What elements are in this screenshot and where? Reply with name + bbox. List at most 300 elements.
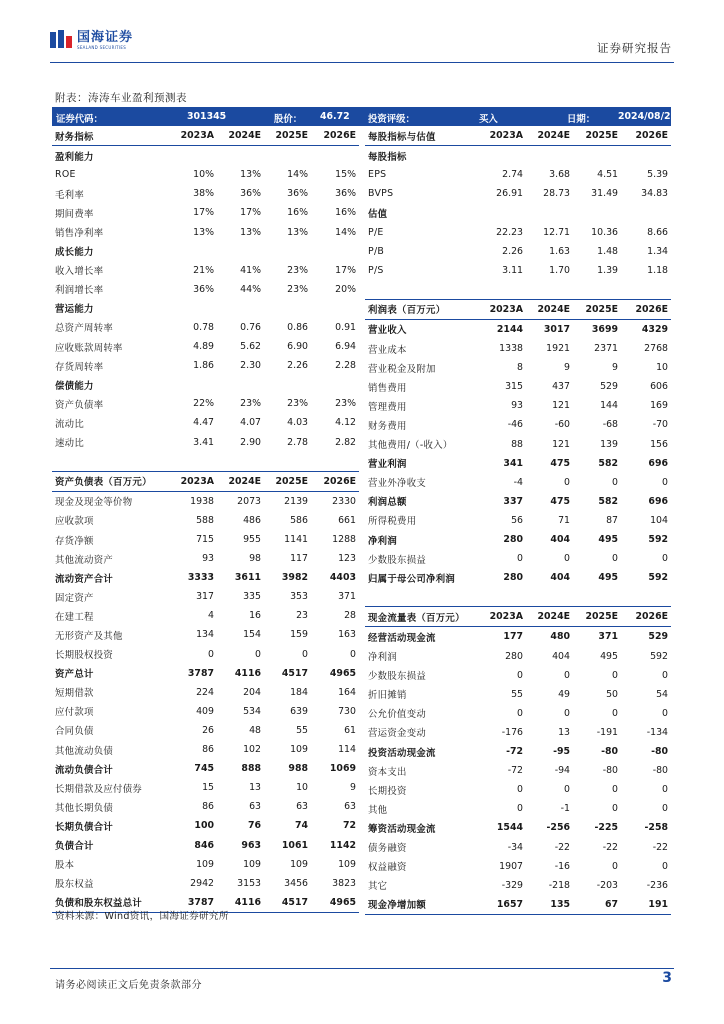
cell-value: -134 xyxy=(646,726,668,738)
cell-value: 10 xyxy=(656,362,668,374)
cell-value: 2024E xyxy=(526,607,573,627)
cell-value: 224 xyxy=(196,686,214,698)
cell-value: 2.30 xyxy=(240,360,261,372)
cell-value: 4.07 xyxy=(240,417,261,429)
cell-value: 22% xyxy=(193,398,214,410)
cell-value: 28.73 xyxy=(543,188,570,200)
cell-value: 3017 xyxy=(543,323,570,335)
cell-value: 4403 xyxy=(329,572,356,584)
table-row xyxy=(365,568,671,587)
cell-value: 63 xyxy=(296,801,308,813)
cell-value: 6.94 xyxy=(335,341,356,353)
cell-value: 2023A xyxy=(173,471,217,491)
section-title-row xyxy=(52,146,359,166)
cell-value: 3787 xyxy=(187,667,214,679)
cell-value: 76 xyxy=(247,820,261,832)
cell-value xyxy=(526,280,573,300)
table-row xyxy=(365,319,671,339)
cell-value: -236 xyxy=(646,879,668,891)
cell-value: 9 xyxy=(612,362,618,374)
cell-value: 592 xyxy=(648,534,668,546)
cell-value: 23% xyxy=(287,398,308,410)
cell-value: 2023A xyxy=(173,126,217,146)
cell-value: 121 xyxy=(552,400,570,412)
cell-value: -68 xyxy=(602,419,618,431)
cell-value: 371 xyxy=(598,631,618,643)
row-label: 管理费用 xyxy=(368,401,407,413)
cell-value: 3611 xyxy=(234,572,261,584)
cell-value: 3823 xyxy=(332,877,356,889)
row-label: 应收账款周转率 xyxy=(55,342,123,354)
cell-value: 121 xyxy=(552,438,570,450)
row-label: 估值 xyxy=(368,208,388,220)
cell-value: 63 xyxy=(249,801,261,813)
row-label: 营业利润 xyxy=(368,459,407,471)
cell-value: 164 xyxy=(338,686,356,698)
table-row xyxy=(52,394,359,413)
stock-price-value: 46.72 xyxy=(320,111,350,122)
cell-value: 1069 xyxy=(329,763,356,775)
table-row xyxy=(365,492,671,511)
cell-value: 0 xyxy=(612,803,618,815)
rating-label: 投资评级： xyxy=(368,114,415,125)
row-label: 合同负债 xyxy=(55,726,94,738)
row-label: 财务指标 xyxy=(52,126,173,146)
row-label: 营业外净收支 xyxy=(368,478,427,490)
cell-value xyxy=(311,375,359,394)
cell-value: 10.36 xyxy=(591,226,618,238)
row-label: 所得税费用 xyxy=(368,516,417,528)
cell-value: 4517 xyxy=(264,893,311,913)
table-row xyxy=(52,645,359,664)
table-row xyxy=(52,280,359,299)
cell-value: 0 xyxy=(662,669,668,681)
row-label: 净利润 xyxy=(368,535,398,547)
row-label: 其他流动负债 xyxy=(55,745,114,757)
cell-value: 1.34 xyxy=(647,245,668,257)
cell-value: 23 xyxy=(296,610,308,622)
cell-value xyxy=(217,299,264,318)
cell-value: 963 xyxy=(241,839,261,851)
row-label: 固定资产 xyxy=(55,592,94,604)
cell-value: 26.91 xyxy=(496,188,523,200)
cell-value: 93 xyxy=(202,553,214,565)
row-label: 资产负债率 xyxy=(55,399,104,411)
table-row xyxy=(52,452,359,472)
row-label: 每股指标 xyxy=(368,151,407,163)
cell-value: 0 xyxy=(517,707,523,719)
cell-value xyxy=(173,146,217,166)
cell-value: 2025E xyxy=(264,471,311,491)
cell-value: 36% xyxy=(335,188,356,200)
row-label: 资产负债表（百万元） xyxy=(52,471,173,491)
row-label: 权益融资 xyxy=(368,862,407,874)
table-row xyxy=(365,435,671,454)
cell-value: 988 xyxy=(288,763,308,775)
cell-value: 2026E xyxy=(621,126,671,146)
cell-value: 475 xyxy=(550,495,570,507)
cell-value: 715 xyxy=(196,534,214,546)
rating-value: 买入 xyxy=(479,114,498,125)
row-label: 流动资产合计 xyxy=(55,573,114,585)
cell-value: 1.18 xyxy=(647,264,668,276)
cell-value: 6.90 xyxy=(287,341,308,353)
cell-value xyxy=(264,299,311,318)
cell-value: 529 xyxy=(648,631,668,643)
table-row xyxy=(365,396,671,415)
section-title-row xyxy=(52,375,359,394)
cell-value: 2.74 xyxy=(502,169,523,181)
table-row xyxy=(365,761,671,780)
cell-value: 88 xyxy=(511,438,523,450)
cell-value: 72 xyxy=(342,820,356,832)
cell-value: 0 xyxy=(208,648,214,660)
table-row xyxy=(365,454,671,473)
cell-value: 2073 xyxy=(237,495,261,507)
cell-value: 191 xyxy=(621,895,671,915)
cell-value: 4 xyxy=(208,610,214,622)
row-label: 资本支出 xyxy=(368,766,407,778)
table-row xyxy=(365,473,671,492)
table-row xyxy=(52,816,359,835)
row-label: 少数股东损益 xyxy=(368,554,427,566)
cell-value: 337 xyxy=(503,495,523,507)
cell-value: 100 xyxy=(194,820,214,832)
cell-value: 50 xyxy=(606,688,618,700)
cell-value: 0 xyxy=(564,707,570,719)
financial-indicators-balance-sheet-table xyxy=(52,126,359,913)
table-row xyxy=(365,666,671,685)
cell-value: 661 xyxy=(338,514,356,526)
cell-value: 1657 xyxy=(479,895,526,915)
cell-value: -256 xyxy=(546,822,570,834)
table-row xyxy=(365,780,671,799)
row-label: EPS xyxy=(368,169,387,181)
cell-value: 4116 xyxy=(234,667,261,679)
row-label: 少数股东损益 xyxy=(368,671,427,683)
table-row xyxy=(365,242,671,261)
cell-value: 2.78 xyxy=(287,436,308,448)
cell-value: 177 xyxy=(503,631,523,643)
cell-value: 63 xyxy=(344,801,356,813)
cell-value: 371 xyxy=(338,591,356,603)
cell-value xyxy=(217,452,264,472)
table-row xyxy=(365,415,671,434)
cell-value: 144 xyxy=(600,400,618,412)
table-row xyxy=(365,511,671,530)
cell-value: 475 xyxy=(550,457,570,469)
cell-value: 38% xyxy=(193,188,214,200)
table-row xyxy=(52,318,359,337)
cell-value: -34 xyxy=(507,841,523,853)
cell-value: 71 xyxy=(558,514,570,526)
cell-value: 102 xyxy=(243,744,261,756)
cell-value: 2.90 xyxy=(240,436,261,448)
cell-value: -258 xyxy=(644,822,668,834)
cell-value: 1544 xyxy=(496,822,523,834)
cell-value: 2942 xyxy=(190,877,214,889)
row-label: 现金流量表（百万元） xyxy=(365,607,479,627)
cell-value: -60 xyxy=(554,419,570,431)
right-table-container xyxy=(365,126,671,915)
cell-value xyxy=(264,452,311,472)
cell-value: 1.86 xyxy=(193,360,214,372)
cell-value: 588 xyxy=(196,514,214,526)
cell-value: 0 xyxy=(517,784,523,796)
cell-value: 1.48 xyxy=(597,245,618,257)
cell-value: 404 xyxy=(552,650,570,662)
cell-value xyxy=(264,375,311,394)
row-label: 负债和股东权益总计 xyxy=(52,893,173,913)
cell-value: 335 xyxy=(243,591,261,603)
row-label: 其他长期负债 xyxy=(55,802,114,814)
cell-value: -94 xyxy=(554,765,570,777)
cell-value: 36% xyxy=(193,283,214,295)
row-label: 无形资产及其他 xyxy=(55,630,123,642)
table-row xyxy=(365,857,671,876)
row-label: P/S xyxy=(368,264,384,276)
cell-value: 9 xyxy=(564,362,570,374)
logo-icon xyxy=(50,30,72,50)
cell-value: 8 xyxy=(517,362,523,374)
cell-value: 28 xyxy=(344,610,356,622)
cell-value: -80 xyxy=(602,765,618,777)
stock-info-band xyxy=(52,107,678,126)
section-title-row xyxy=(52,242,359,261)
cell-value: 1061 xyxy=(281,839,308,851)
cell-value: 4.89 xyxy=(193,341,214,353)
cell-value: 404 xyxy=(550,534,570,546)
cell-value: -80 xyxy=(652,765,668,777)
row-label: P/E xyxy=(368,226,384,238)
table-row xyxy=(52,721,359,740)
page-header xyxy=(0,0,724,64)
cell-value: 2330 xyxy=(332,495,356,507)
cell-value: 280 xyxy=(503,572,523,584)
cell-value: -225 xyxy=(594,822,618,834)
cell-value: 56 xyxy=(511,514,523,526)
cell-value: 5.39 xyxy=(647,169,668,181)
cell-value xyxy=(621,146,671,166)
cell-value: 4965 xyxy=(329,667,356,679)
cell-value: 0 xyxy=(662,784,668,796)
cell-value: -176 xyxy=(501,726,523,738)
table-row xyxy=(52,530,359,549)
cell-value: 55 xyxy=(296,724,308,736)
cell-value: 109 xyxy=(243,858,261,870)
cell-value: 134 xyxy=(196,629,214,641)
cell-value: 109 xyxy=(338,858,356,870)
cell-value: 4.47 xyxy=(193,417,214,429)
cell-value: 745 xyxy=(194,763,214,775)
cell-value: 280 xyxy=(503,534,523,546)
cell-value: 86 xyxy=(202,744,214,756)
cell-value xyxy=(479,203,526,222)
cell-value: 582 xyxy=(598,495,618,507)
table-row xyxy=(52,625,359,644)
cell-value: 3982 xyxy=(281,572,308,584)
cell-value xyxy=(217,375,264,394)
cell-value: 2025E xyxy=(264,126,311,146)
cell-value xyxy=(311,146,359,166)
row-label: 长期股权投资 xyxy=(55,650,114,662)
cell-value xyxy=(621,203,671,222)
row-label: 财务费用 xyxy=(368,420,407,432)
cell-value: 2.28 xyxy=(335,360,356,372)
cell-value: 495 xyxy=(600,650,618,662)
cell-value: 22.23 xyxy=(496,226,523,238)
cell-value: 154 xyxy=(243,629,261,641)
table-row xyxy=(365,647,671,666)
cell-value: 1338 xyxy=(499,343,523,355)
cell-value: 0 xyxy=(662,707,668,719)
cell-value: 409 xyxy=(196,705,214,717)
cell-value: 8.66 xyxy=(647,226,668,238)
cell-value: 10 xyxy=(296,782,308,794)
table-row xyxy=(52,740,359,759)
row-label: 其他流动资产 xyxy=(55,554,114,566)
cell-value: 2.26 xyxy=(502,245,523,257)
cell-value: 3699 xyxy=(591,323,618,335)
table-row xyxy=(52,184,359,203)
row-label: 销售费用 xyxy=(368,382,407,394)
table-row xyxy=(52,797,359,816)
cell-value xyxy=(526,203,573,222)
stock-code-label: 证券代码： xyxy=(56,114,103,125)
cell-value: 0 xyxy=(255,648,261,660)
row-label: 其他 xyxy=(368,804,388,816)
cell-value: -70 xyxy=(652,419,668,431)
cell-value: 3333 xyxy=(187,572,214,584)
cell-value: 13 xyxy=(558,726,570,738)
row-label: 归属于母公司净利润 xyxy=(368,573,456,585)
cell-value: 17% xyxy=(193,207,214,219)
cell-value: 4.03 xyxy=(287,417,308,429)
cell-value: 139 xyxy=(600,438,618,450)
cell-value: 0 xyxy=(517,553,523,565)
cell-value xyxy=(573,280,621,300)
cell-value: -16 xyxy=(554,860,570,872)
table-row xyxy=(52,835,359,854)
footer-divider xyxy=(50,968,674,969)
cell-value xyxy=(173,299,217,318)
cell-value: 0 xyxy=(564,784,570,796)
cell-value: 2144 xyxy=(496,323,523,335)
cell-value: -80 xyxy=(601,746,618,758)
cell-value xyxy=(311,299,359,318)
table-row xyxy=(365,358,671,377)
cell-value: 0 xyxy=(350,648,356,660)
table-header-row xyxy=(365,126,671,146)
cell-value: 437 xyxy=(552,381,570,393)
cell-value: 353 xyxy=(290,591,308,603)
cell-value: 16% xyxy=(287,207,308,219)
cell-value: 44% xyxy=(240,283,261,295)
cell-value: 0.78 xyxy=(193,321,214,333)
cell-value: 3.41 xyxy=(193,436,214,448)
cell-value: 159 xyxy=(290,629,308,641)
table-row xyxy=(52,702,359,721)
cell-value: 10% xyxy=(193,169,214,181)
cell-value: 15% xyxy=(335,169,356,181)
cell-value xyxy=(311,452,359,472)
row-label: 其他费用/（-收入） xyxy=(368,440,453,452)
cell-value: 16% xyxy=(335,207,356,219)
row-label: 投资活动现金流 xyxy=(368,747,436,759)
cell-value: 592 xyxy=(650,650,668,662)
cell-value: 341 xyxy=(503,457,523,469)
cell-value: -22 xyxy=(554,841,570,853)
table-row xyxy=(52,568,359,587)
cell-value: 3.68 xyxy=(549,169,570,181)
table-row xyxy=(52,778,359,797)
cell-value: 586 xyxy=(290,514,308,526)
cell-value: 696 xyxy=(648,495,668,507)
cell-value: 114 xyxy=(338,744,356,756)
row-label: 收入增长率 xyxy=(55,266,104,278)
row-label: 期间费率 xyxy=(55,208,94,220)
row-label xyxy=(365,280,479,300)
cell-value: 13% xyxy=(240,226,261,238)
cell-value: 2768 xyxy=(644,343,668,355)
cell-value: 74 xyxy=(294,820,308,832)
row-label: 存货周转率 xyxy=(55,361,104,373)
document-type: 证券研究报告 xyxy=(597,41,672,55)
cell-value: 104 xyxy=(650,514,668,526)
table-row xyxy=(52,759,359,778)
cell-value: 0 xyxy=(662,860,668,872)
cell-value: 0 xyxy=(612,707,618,719)
stock-code-value: 301345 xyxy=(187,111,227,122)
cell-value: -218 xyxy=(548,879,570,891)
row-label: 每股指标与估值 xyxy=(365,126,479,146)
row-label: 总资产周转率 xyxy=(55,323,114,335)
cell-value: 21% xyxy=(193,264,214,276)
cell-value: 4517 xyxy=(281,667,308,679)
cell-value: 0 xyxy=(662,803,668,815)
cell-value: 13% xyxy=(287,226,308,238)
cell-value: 1.70 xyxy=(549,264,570,276)
cell-value: 317 xyxy=(196,591,214,603)
cell-value: 0.91 xyxy=(335,321,356,333)
cell-value: 846 xyxy=(194,839,214,851)
table-row xyxy=(365,704,671,723)
table-row xyxy=(365,261,671,280)
cell-value: 495 xyxy=(598,534,618,546)
row-label: 销售净利率 xyxy=(55,228,104,240)
cell-value: -203 xyxy=(596,879,618,891)
table-row xyxy=(52,413,359,432)
cell-value: 404 xyxy=(550,572,570,584)
cell-value: 93 xyxy=(511,400,523,412)
cell-value: 9 xyxy=(350,782,356,794)
cell-value: 888 xyxy=(241,763,261,775)
date-value: 2024/08/27 xyxy=(618,111,678,122)
cell-value: 109 xyxy=(196,858,214,870)
cell-value xyxy=(526,146,573,166)
cell-value: 184 xyxy=(290,686,308,698)
cell-value: 582 xyxy=(598,457,618,469)
table-row xyxy=(52,606,359,625)
row-label: 营运能力 xyxy=(55,304,94,316)
data-source-note: 资料来源：Wind资讯，国海证券研究所 xyxy=(55,911,229,922)
cell-value xyxy=(217,146,264,166)
cell-value: 49 xyxy=(558,688,570,700)
cell-value: 1288 xyxy=(332,534,356,546)
table-row xyxy=(52,587,359,606)
cell-value: 12.71 xyxy=(543,226,570,238)
table-header-row xyxy=(365,299,671,319)
